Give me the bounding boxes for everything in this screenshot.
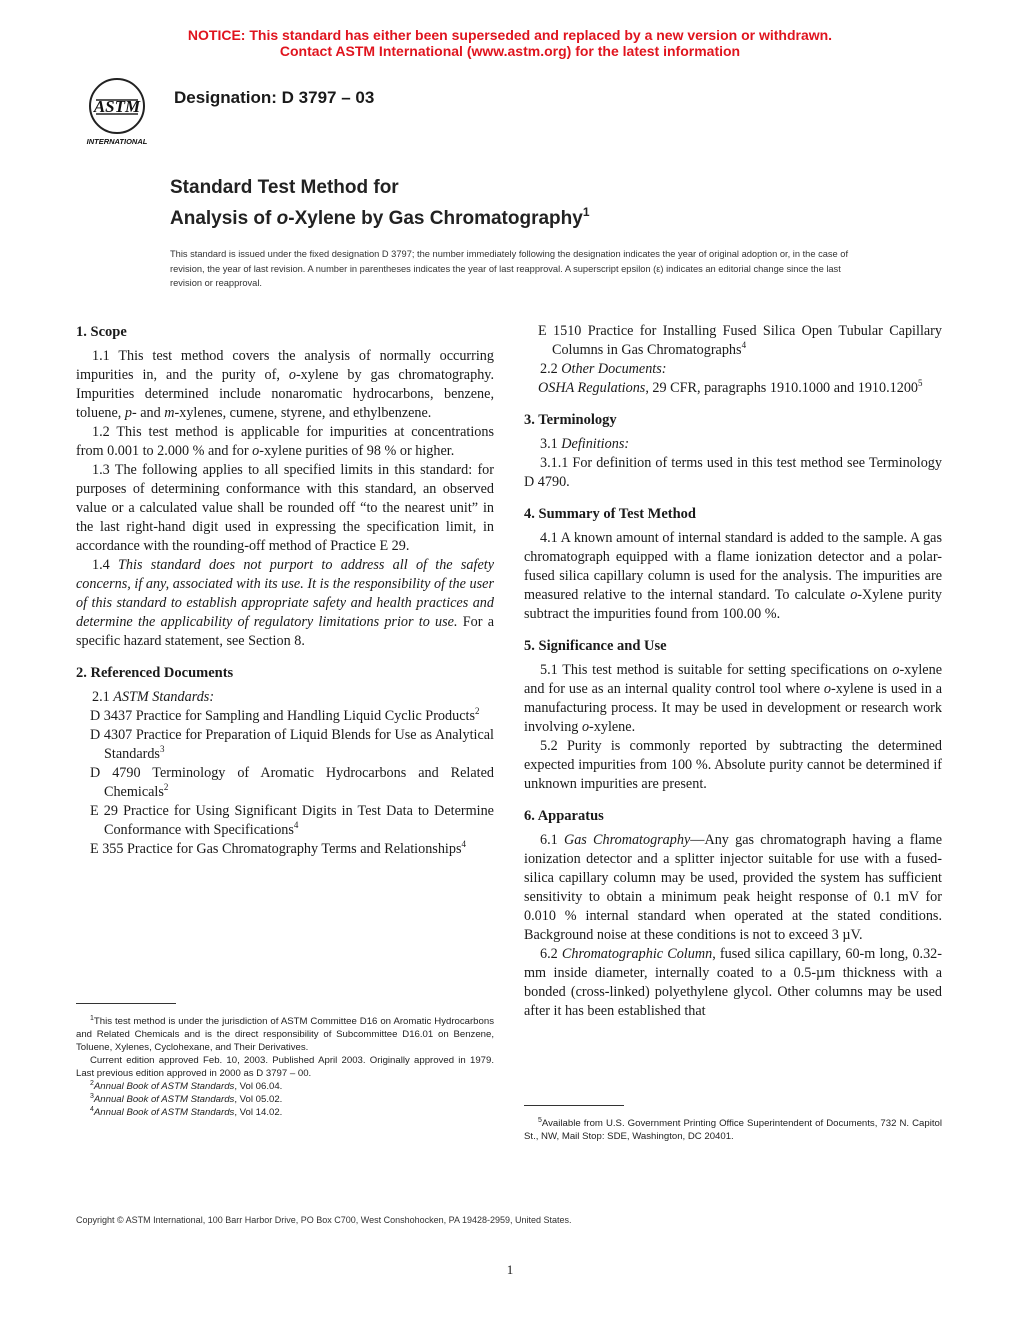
notice-line-1: NOTICE: This standard has either been superseded and replaced by a new version or withdrawn. [187, 27, 833, 43]
reference-item: E 29 Practice for Using Significant Digits in Test Data to Determine Conformance with Specifications$^4$ [90, 803, 494, 838]
right-column [524, 322, 942, 1021]
title-line-2 [170, 200, 590, 231]
title-italic: o [276, 208, 289, 229]
paragraph-6-1: 6.1 Gas Chromatography—Any gas chromatograph having a flame ionization detector and a splitter injector suitable for use with a fused-silica capillary column may be used, provided the system has sufficient sensitivity to obtain a minimum peak height response of 0.1 mV for 0.010 % internal standard when operated at the stated conditions. Background noise at these conditions is not to exceed 3 µV. [524, 832, 943, 943]
footnote-edition: Current edition approved Feb. 10, 2003. Published April 2003. Originally approved in 1979. Last previous edition approved in 2000 as D 3797 – 00. [76, 1055, 494, 1079]
section-heading-significance: 5. Significance and Use [524, 638, 667, 654]
reference-item: D 4307 Practice for Preparation of Liquid Blends for Use as Analytical Standards$^3$ [90, 727, 494, 762]
issuance-note: This standard is issued under the fixed designation D 3797; the number immediately following the designation indicates the year of original adoption or, in the case of revision, the year of last revision. A number in parentheses indicates the year of last reapproval. A superscript epsilon (ε) indicates an editorial change since the last revision or reapproval. [170, 249, 849, 288]
footnote-1: $^1$This test method is under the jurisdiction of ASTM Committee D16 on Aromatic Hydrocarbons and Related Chemicals and is the direct responsibility of Subcommittee D16.01 on Benzene, Toluene, Xylenes, Cyclohexane, and Their Derivatives. [76, 1015, 494, 1053]
paragraph-1-4: 1.4 This standard does not purport to address all of the safety concerns, if any, associated with its use. It is the responsibility of the user of this standard to establish appropriate safety and health practices and determine the applicability of regulatory limitations prior to use. For a specific hazard statement, see Section 8. [76, 557, 494, 649]
title-footnote-mark: 1 [582, 205, 590, 219]
copyright-line: Copyright © ASTM International, 100 Barr Harbor Drive, PO Box C700, West Conshohocken, PA 19428-2959, United States. [76, 1215, 572, 1225]
footnote-rule-left [76, 1003, 176, 1004]
page-number: 1 [506, 1262, 514, 1277]
reference-item: D 3437 Practice for Sampling and Handling Liquid Cyclic Products$^2$ [90, 706, 480, 724]
footnote-rule-right [524, 1105, 624, 1106]
designation: Designation: D 3797 – 03 [174, 88, 375, 107]
notice-line-2: Contact ASTM International (www.astm.org) for the latest information [279, 43, 741, 59]
footnote-2: $^2$Annual Book of ASTM Standards, Vol 06.04. [90, 1080, 283, 1092]
logo-subtext: INTERNATIONAL [86, 137, 148, 146]
paragraph-5-1: 5.1 This test method is suitable for setting specifications on o-xylene and for use as an internal quality control tool where o-xylene is used in a manufacturing process. It may be used in development or research work involving o-xylene. [524, 662, 943, 735]
reference-item: D 4790 Terminology of Aromatic Hydrocarbons and Related Chemicals$^2$ [90, 765, 494, 800]
left-column [76, 322, 494, 859]
supersession-notice [0, 27, 1020, 59]
footnote-3: $^3$Annual Book of ASTM Standards, Vol 05.02. [90, 1093, 283, 1105]
footnote-5: $^5$Available from U.S. Government Printing Office Superintendent of Documents, 732 N. Capitol St., NW, Mail Stop: SDE, Washington, DC 20401. [524, 1117, 942, 1142]
footnotes-right [524, 1117, 942, 1143]
astm-logo [74, 74, 160, 148]
subsection-2-2: 2.2 Other Documents: [540, 361, 667, 377]
paragraph-5-2: 5.2 Purity is commonly reported by subtracting the determined expected impurities from 100 %. Absolute purity cannot be determined if unknown impurities are present. [524, 738, 942, 792]
reference-osha: OSHA Regulations, 29 CFR, paragraphs 1910.1000 and 1910.1200$^5$ [538, 378, 923, 396]
reference-item: E 1510 Practice for Installing Fused Silica Open Tubular Capillary Columns in Gas Chromatographs$^4$ [538, 323, 942, 358]
section-heading-terminology: 3. Terminology [524, 412, 617, 428]
section-heading-apparatus: 6. Apparatus [524, 808, 604, 824]
title-line-1: Standard Test Method for [170, 177, 399, 198]
paragraph-1-1: 1.1 This test method covers the analysis of normally occurring impurities in, and the purity of, o-xylene by gas chromatography. Impurities determined include nonaromatic hydrocarbons, benzene, toluene, p- and m-xylenes, cumene, styrene, and ethylbenzene. [76, 348, 495, 421]
section-heading-summary: 4. Summary of Test Method [524, 506, 696, 522]
reference-item: E 355 Practice for Gas Chromatography Terms and Relationships$^4$ [90, 839, 466, 857]
logo-text: ASTM [93, 97, 141, 116]
footnote-4: $^4$Annual Book of ASTM Standards, Vol 14.02. [90, 1106, 283, 1118]
paragraph-3-1-1: 3.1.1 For definition of terms used in this test method see Terminology D 4790. [524, 455, 942, 490]
paragraph-6-2: 6.2 Chromatographic Column, fused silica capillary, 60-m long, 0.32-mm inside diameter, internally coated to a 0.5-µm thickness with a bonded (cross-linked) polyethylene glycol. Other columns may be used after it has been established that [524, 946, 942, 1019]
footnotes-left [76, 1015, 494, 1119]
section-heading-scope: 1. Scope [76, 324, 127, 340]
title-text-2: -Xylene by Gas Chromatography [288, 208, 583, 229]
document-title [170, 175, 590, 231]
paragraph-1-2: 1.2 This test method is applicable for impurities at concentrations from 0.001 to 2.000 % and for o-xylene purities of 98 % or higher. [76, 424, 494, 459]
section-heading-referenced-documents: 2. Referenced Documents [76, 665, 234, 681]
subsection-3-1: 3.1 Definitions: [540, 436, 630, 452]
paragraph-4-1: 4.1 A known amount of internal standard is added to the sample. A gas chromatograph equipped with a flame ionization detector and a polar-fused silica capillary column is used for the analysis. The impurities are measured relative to the internal standard. To calculate o-Xylene purity subtract the impurities found from 100.00 %. [524, 530, 942, 622]
title-text: Analysis of [170, 208, 277, 229]
paragraph-1-3: 1.3 The following applies to all specified limits in this standard: for purposes of determining conformance with this standard, an observed value or a calculated value shall be rounded off “to the nearest unit” in the last right-hand digit used in expressing the specification limit, in accordance with the rounding-off method of Practice E 29. [76, 462, 494, 554]
subsection-2-1: 2.1 ASTM Standards: [92, 689, 215, 705]
